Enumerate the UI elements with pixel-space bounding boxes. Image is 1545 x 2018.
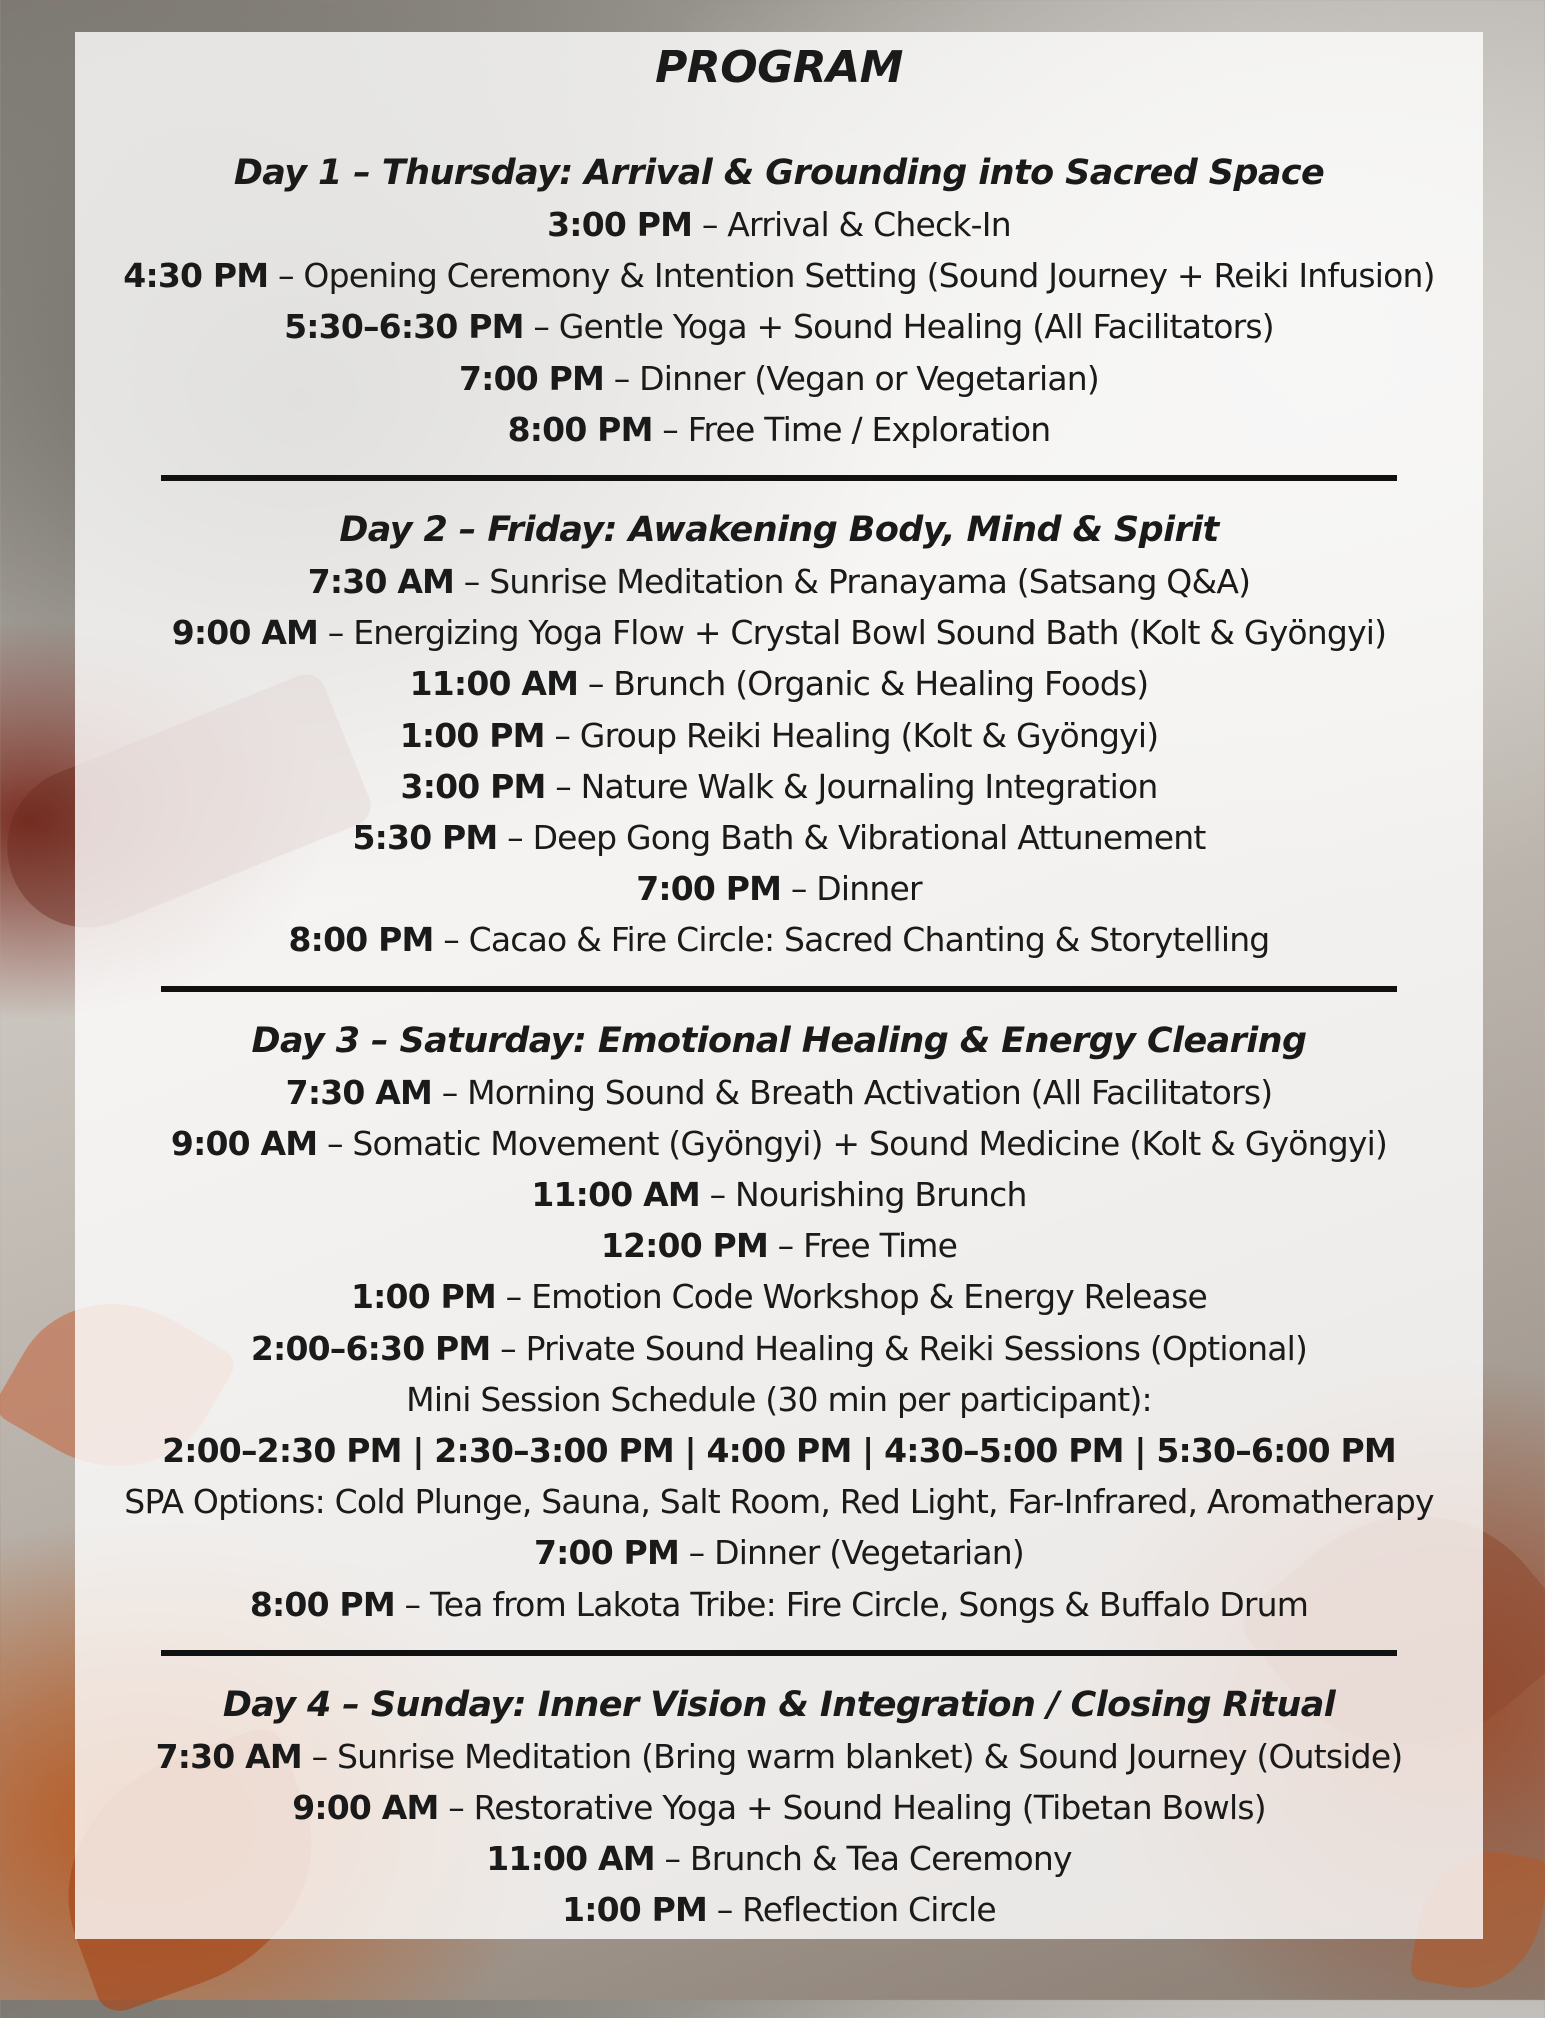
schedule-separator: – bbox=[318, 613, 354, 653]
day-1-section bbox=[75, 148, 1483, 455]
schedule-time: 9:00 AM bbox=[292, 1788, 439, 1828]
schedule-separator: – bbox=[699, 1175, 735, 1215]
schedule-separator: – bbox=[652, 409, 688, 449]
schedule-separator: – bbox=[495, 1277, 532, 1317]
schedule-time: 1:00 PM bbox=[399, 715, 545, 755]
schedule-item bbox=[75, 658, 1483, 709]
schedule-description: Energizing Yoga Flow + Crystal Bowl Sound Bath (Kolt & Gyöngyi) bbox=[353, 613, 1387, 653]
schedule-item bbox=[75, 1220, 1483, 1271]
spa-options: SPA Options: Cold Plunge, Sauna, Salt Room, Red Light, Far-Infrared, Aromatherapy bbox=[124, 1482, 1434, 1522]
schedule-time: 12:00 PM bbox=[600, 1226, 768, 1266]
schedule-description: Opening Ceremony & Intention Setting (Sound Journey + Reiki Infusion) bbox=[303, 256, 1435, 296]
schedule-separator: – bbox=[490, 1328, 526, 1368]
schedule-description: Gentle Yoga + Sound Healing (All Facilitators) bbox=[558, 307, 1274, 347]
schedule-item bbox=[75, 1579, 1483, 1630]
schedule-separator: – bbox=[438, 1788, 474, 1828]
schedule-separator: – bbox=[604, 358, 640, 398]
schedule-item bbox=[75, 1169, 1483, 1220]
schedule-description: Brunch & Tea Ceremony bbox=[689, 1839, 1072, 1879]
schedule-description: Sunrise Meditation (Bring warm blanket) & Sound Journey (Outside) bbox=[337, 1736, 1403, 1776]
schedule-separator: – bbox=[432, 1072, 468, 1112]
schedule-item bbox=[75, 404, 1483, 455]
schedule-description: Restorative Yoga + Sound Healing (Tibetan Bowls) bbox=[473, 1788, 1266, 1828]
mini-session-label: Mini Session Schedule (30 min per participant): bbox=[406, 1379, 1152, 1419]
schedule-item bbox=[75, 761, 1483, 812]
schedule-item bbox=[75, 1884, 1483, 1935]
schedule-time: 7:00 PM bbox=[459, 358, 605, 398]
schedule-separator: – bbox=[692, 205, 728, 244]
schedule-item bbox=[75, 914, 1483, 965]
schedule-description: Deep Gong Bath & Vibrational Attunement bbox=[532, 818, 1206, 858]
schedule-time: 11:00 AM bbox=[409, 664, 579, 704]
schedule-time: 9:00 AM bbox=[170, 1123, 318, 1163]
day-4-section bbox=[75, 1680, 1483, 1936]
schedule-separator: – bbox=[781, 869, 817, 909]
schedule-item bbox=[75, 710, 1483, 761]
schedule-time: 11:00 AM bbox=[531, 1175, 700, 1215]
schedule-description: Tea from Lakota Tribe: Fire Circle, Songs & Buffalo Drum bbox=[429, 1584, 1309, 1624]
schedule-time: 11:00 AM bbox=[486, 1839, 655, 1879]
schedule-time: 9:00 AM bbox=[171, 613, 319, 653]
schedule-item bbox=[75, 199, 1483, 250]
schedule-time: 7:30 AM bbox=[155, 1736, 302, 1776]
schedule-item bbox=[75, 1731, 1483, 1782]
schedule-item bbox=[75, 1067, 1483, 1118]
day-heading: Day 1 – Thursday: Arrival & Grounding into Sacred Space bbox=[233, 153, 1325, 193]
page-title: PROGRAM bbox=[655, 42, 903, 93]
schedule-description: Free Time / Exploration bbox=[687, 409, 1051, 449]
section-divider bbox=[161, 475, 1397, 481]
schedule-description: Nature Walk & Journaling Integration bbox=[580, 766, 1158, 806]
schedule-separator: – bbox=[301, 1736, 338, 1776]
schedule-item bbox=[75, 353, 1483, 404]
schedule-time: 8:00 PM bbox=[288, 920, 434, 960]
schedule-description: Dinner (Vegan or Vegetarian) bbox=[639, 358, 1099, 398]
schedule-time: 3:00 PM bbox=[400, 766, 546, 806]
schedule-time: 5:30–6:30 PM bbox=[284, 307, 524, 347]
day-heading: Day 2 – Friday: Awakening Body, Mind & Spirit bbox=[339, 510, 1219, 551]
schedule-description: Emotion Code Workshop & Energy Release bbox=[531, 1277, 1208, 1317]
schedule-separator: – bbox=[545, 766, 581, 806]
mini-session-slots: 2:00–2:30 PM | 2:30–3:00 PM | 4:00 PM | 4:30–5:00 PM | 5:30–6:00 PM bbox=[162, 1431, 1396, 1471]
schedule-item bbox=[75, 1833, 1483, 1884]
schedule-description: Cacao & Fire Circle: Sacred Chanting & Storytelling bbox=[468, 920, 1270, 960]
schedule-description: Private Sound Healing & Reiki Sessions (Optional) bbox=[525, 1328, 1308, 1368]
schedule-time: 8:00 PM bbox=[507, 409, 653, 449]
schedule-description: Free Time bbox=[803, 1226, 958, 1266]
section-divider bbox=[161, 986, 1397, 992]
schedule-item bbox=[75, 607, 1483, 658]
schedule-item bbox=[75, 250, 1483, 301]
schedule-item bbox=[75, 1782, 1483, 1833]
day-heading: Day 4 – Sunday: Inner Vision & Integration / Closing Ritual bbox=[222, 1684, 1336, 1725]
day-3-section bbox=[75, 1016, 1483, 1630]
schedule-time: 7:30 AM bbox=[285, 1072, 433, 1112]
schedule-separator: – bbox=[317, 1123, 353, 1163]
schedule-separator: – bbox=[654, 1839, 690, 1879]
schedule-item bbox=[75, 812, 1483, 863]
schedule-time: 5:30 PM bbox=[352, 818, 498, 858]
schedule-time: 2:00–6:30 PM bbox=[250, 1328, 491, 1368]
schedule-separator: – bbox=[268, 256, 304, 296]
schedule-separator: – bbox=[454, 562, 490, 602]
schedule-separator: – bbox=[767, 1226, 804, 1266]
schedule-description: Dinner (Vegetarian) bbox=[714, 1533, 1024, 1573]
schedule-description: Group Reiki Healing (Kolt & Gyöngyi) bbox=[579, 715, 1159, 755]
section-divider bbox=[161, 1650, 1397, 1656]
schedule-separator: – bbox=[497, 818, 533, 858]
schedule-separator: – bbox=[433, 920, 469, 960]
schedule-time: 7:00 PM bbox=[533, 1533, 679, 1573]
schedule-time: 7:30 AM bbox=[307, 562, 455, 602]
schedule-separator: – bbox=[678, 1533, 715, 1573]
schedule-description: Morning Sound & Breath Activation (All Facilitators) bbox=[467, 1072, 1273, 1112]
schedule-item bbox=[75, 1118, 1483, 1169]
schedule-item bbox=[75, 1271, 1483, 1322]
day-2-section bbox=[75, 505, 1483, 966]
schedule-item bbox=[75, 1527, 1483, 1578]
day-heading: Day 3 – Saturday: Emotional Healing & Energy Clearing bbox=[251, 1020, 1307, 1061]
schedule-time: 7:00 PM bbox=[636, 869, 782, 909]
schedule-time: 1:00 PM bbox=[350, 1277, 496, 1317]
schedule-time: 8:00 PM bbox=[249, 1584, 395, 1624]
schedule-description: Sunrise Meditation & Pranayama (Satsang Q&A) bbox=[489, 562, 1251, 602]
schedule-item bbox=[75, 301, 1483, 352]
schedule-description: Brunch (Organic & Healing Foods) bbox=[613, 664, 1149, 704]
schedule-separator: – bbox=[523, 307, 559, 347]
schedule-separator: – bbox=[707, 1890, 743, 1930]
schedule-time: 1:00 PM bbox=[562, 1890, 708, 1930]
schedule-item bbox=[75, 1323, 1483, 1374]
schedule-time: 3:00 PM bbox=[547, 205, 693, 244]
schedule-time: 4:30 PM bbox=[123, 256, 269, 296]
schedule-description: Somatic Movement (Gyöngyi) + Sound Medicine (Kolt & Gyöngyi) bbox=[352, 1123, 1388, 1163]
schedule-description: Arrival & Check-In bbox=[727, 205, 1011, 244]
schedule-description: Nourishing Brunch bbox=[734, 1175, 1027, 1215]
schedule-separator: – bbox=[544, 715, 580, 755]
schedule-description: Dinner bbox=[816, 869, 922, 909]
schedule-item bbox=[75, 863, 1483, 914]
schedule-separator: – bbox=[394, 1584, 430, 1624]
schedule-description: Reflection Circle bbox=[742, 1890, 996, 1930]
program-panel bbox=[75, 32, 1483, 1939]
schedule-item bbox=[75, 556, 1483, 607]
schedule-separator: – bbox=[578, 664, 614, 704]
